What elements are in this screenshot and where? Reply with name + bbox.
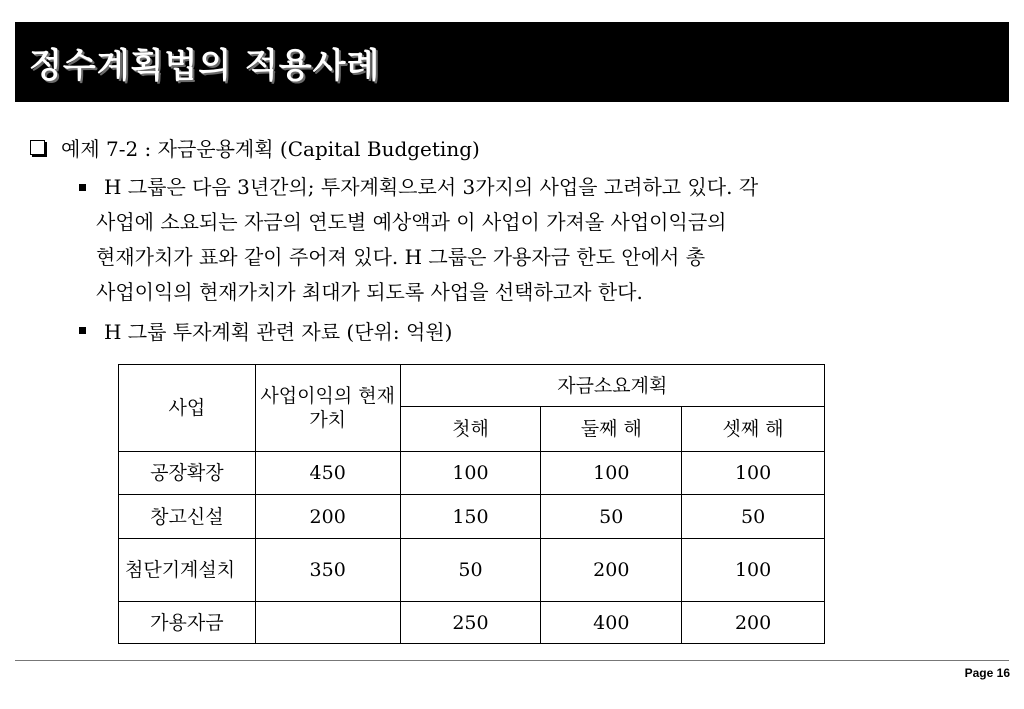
square-bullet-icon (79, 184, 86, 191)
cell-year-2: 50 (541, 495, 682, 539)
cell-pv: 350 (255, 539, 400, 602)
cell-project: 창고신설 (119, 495, 256, 539)
paragraph-line: 사업이익의 현재가치가 최대가 되도록 사업을 선택하고자 한다. (96, 280, 643, 304)
cell-pv: 450 (255, 452, 400, 495)
page-number: Page 16 (964, 666, 1010, 680)
cell-year-3: 100 (682, 539, 825, 602)
paragraph-line: 현재가치가 표와 같이 주어져 있다. H 그룹은 가용자금 한도 안에서 총 (96, 245, 706, 269)
title-bar (15, 22, 1009, 102)
header-year-1: 첫해 (400, 407, 541, 452)
cell-year-3: 50 (682, 495, 825, 539)
problem-description (96, 170, 996, 310)
page-title: 정수계획법의 적용사례 (29, 46, 381, 86)
table-row (119, 452, 825, 495)
header-funding-plan: 자금소요계획 (400, 365, 824, 407)
paragraph-line: H 그룹은 다음 3년간의; 투자계획으로서 3가지의 사업을 고려하고 있다. 각 (104, 175, 759, 199)
cell-pv: 200 (255, 495, 400, 539)
table-row (119, 495, 825, 539)
square-bullet-icon (79, 327, 86, 334)
header-present-value: 사업이익의 현재가치 (255, 365, 400, 452)
header-project: 사업 (119, 365, 256, 452)
cell-year-2: 400 (541, 602, 682, 644)
cell-project: 가용자금 (119, 602, 256, 644)
cell-year-2: 200 (541, 539, 682, 602)
cell-project: 공장확장 (119, 452, 256, 495)
cell-year-2: 100 (541, 452, 682, 495)
cell-year-3: 100 (682, 452, 825, 495)
cell-year-1: 250 (400, 602, 541, 644)
cell-year-3: 200 (682, 602, 825, 644)
example-heading-text: 예제 7-2 : 자금운용계획 (Capital Budgeting) (61, 137, 480, 161)
cell-pv (255, 602, 400, 644)
cell-year-1: 150 (400, 495, 541, 539)
checkbox-icon (30, 140, 45, 155)
table-row (119, 602, 825, 644)
investment-table (118, 364, 825, 644)
header-year-2: 둘째 해 (541, 407, 682, 452)
cell-project: 첨단기계설치 (119, 539, 256, 602)
cell-year-1: 50 (400, 539, 541, 602)
paragraph-line: 사업에 소요되는 자금의 연도별 예상액과 이 사업이 가져올 사업이익금의 (96, 210, 727, 234)
footer-divider (15, 660, 1009, 661)
cell-year-1: 100 (400, 452, 541, 495)
header-year-3: 셋째 해 (682, 407, 825, 452)
table-caption: H 그룹 투자계획 관련 자료 (단위: 억원) (104, 320, 453, 344)
table-row (119, 539, 825, 602)
table-header-row (119, 365, 825, 407)
example-heading (30, 133, 480, 162)
